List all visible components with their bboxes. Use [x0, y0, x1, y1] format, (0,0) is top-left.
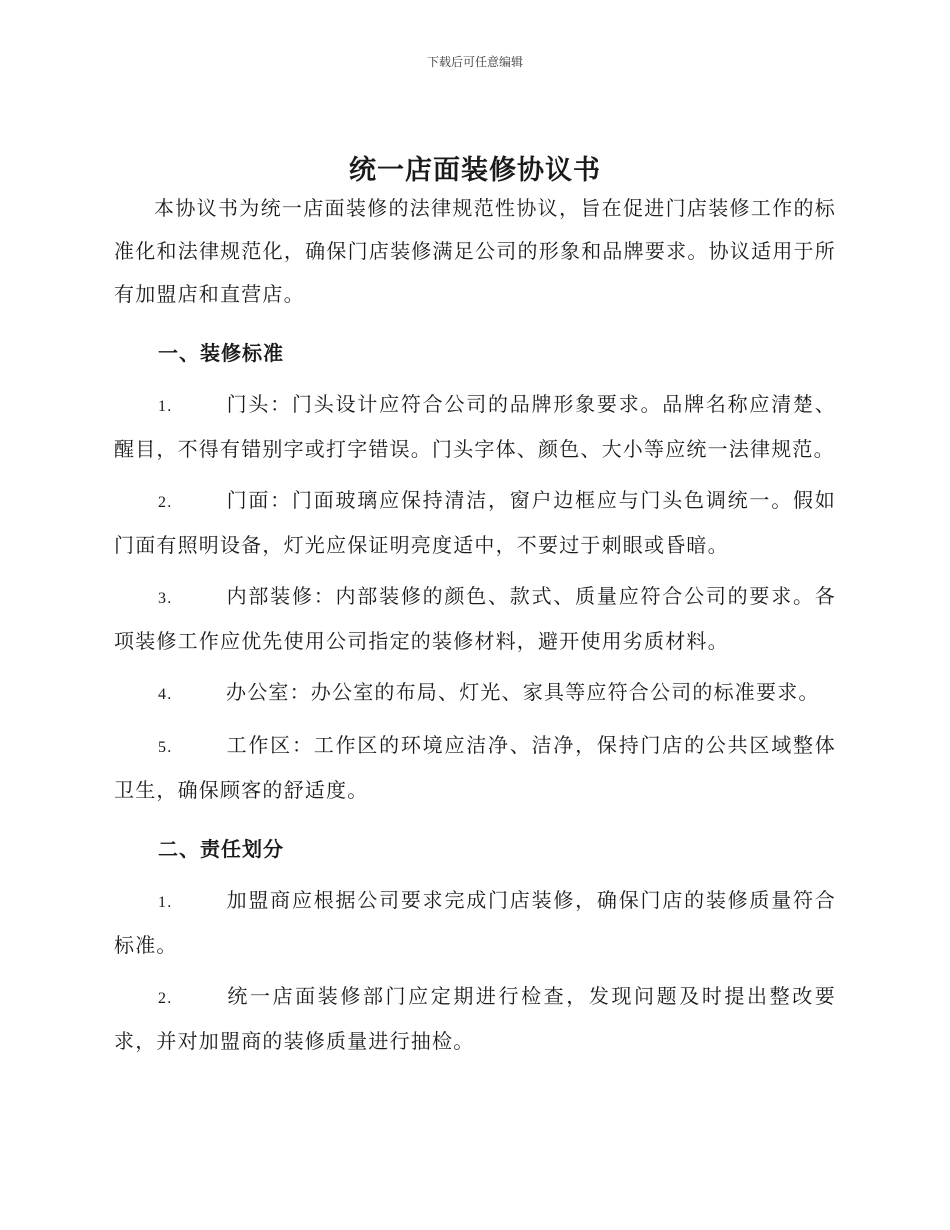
item-text: 办公室：办公室的布局、灯光、家具等应符合公司的标准要求。 — [226, 680, 820, 704]
item-text: 内部装修：内部装修的颜色、款式、质量应符合公司的要求。各项装修工作应优先使用公司指定的装修材料，避开使用劣质材料。 — [114, 584, 836, 653]
list-item — [114, 671, 836, 716]
list-item — [114, 724, 836, 812]
item-text: 工作区：工作区的环境应洁净、洁净，保持门店的公共区域整体卫生，确保顾客的舒适度。 — [114, 733, 836, 802]
intro-paragraph: 本协议书为统一店面装修的法律规范性协议，旨在促进门店装修工作的标准化和法律规范化，确保门店装修满足公司的形象和品牌要求。协议适用于所有加盟店和直营店。 — [114, 196, 836, 306]
list-item — [114, 879, 836, 967]
item-text: 门头：门头设计应符合公司的品牌形象要求。品牌名称应清楚、醒目，不得有错别字或打字错误。门头字体、颜色、大小等应统一法律规范。 — [114, 392, 836, 461]
item-number: 4. — [158, 686, 173, 703]
list-item — [114, 975, 836, 1063]
page-header: 下载后可任意编辑 — [426, 55, 523, 69]
item-number: 1. — [158, 398, 173, 415]
section-heading-responsibilities: 二、责任划分 — [158, 837, 284, 861]
item-number: 5. — [158, 739, 173, 756]
item-text: 加盟商应根据公司要求完成门店装修，确保门店的装修质量符合标准。 — [114, 888, 836, 957]
item-text: 门面：门面玻璃应保持清洁，窗户边框应与门头色调统一。假如门面有照明设备，灯光应保证明亮度适中，不要过于刺眼或昏暗。 — [114, 488, 836, 557]
list-item — [114, 575, 836, 663]
list-item — [114, 383, 836, 471]
item-number: 2. — [158, 990, 173, 1007]
document-body — [114, 187, 836, 1071]
item-number: 2. — [158, 494, 173, 511]
list-item — [114, 479, 836, 567]
item-text: 统一店面装修部门应定期进行检查，发现问题及时提出整改要求，并对加盟商的装修质量进行抽检。 — [114, 984, 836, 1053]
document-title: 统一店面装修协议书 — [349, 155, 601, 186]
section-heading-standards: 一、装修标准 — [158, 341, 284, 365]
item-number: 1. — [158, 894, 173, 911]
item-number: 3. — [158, 590, 173, 607]
